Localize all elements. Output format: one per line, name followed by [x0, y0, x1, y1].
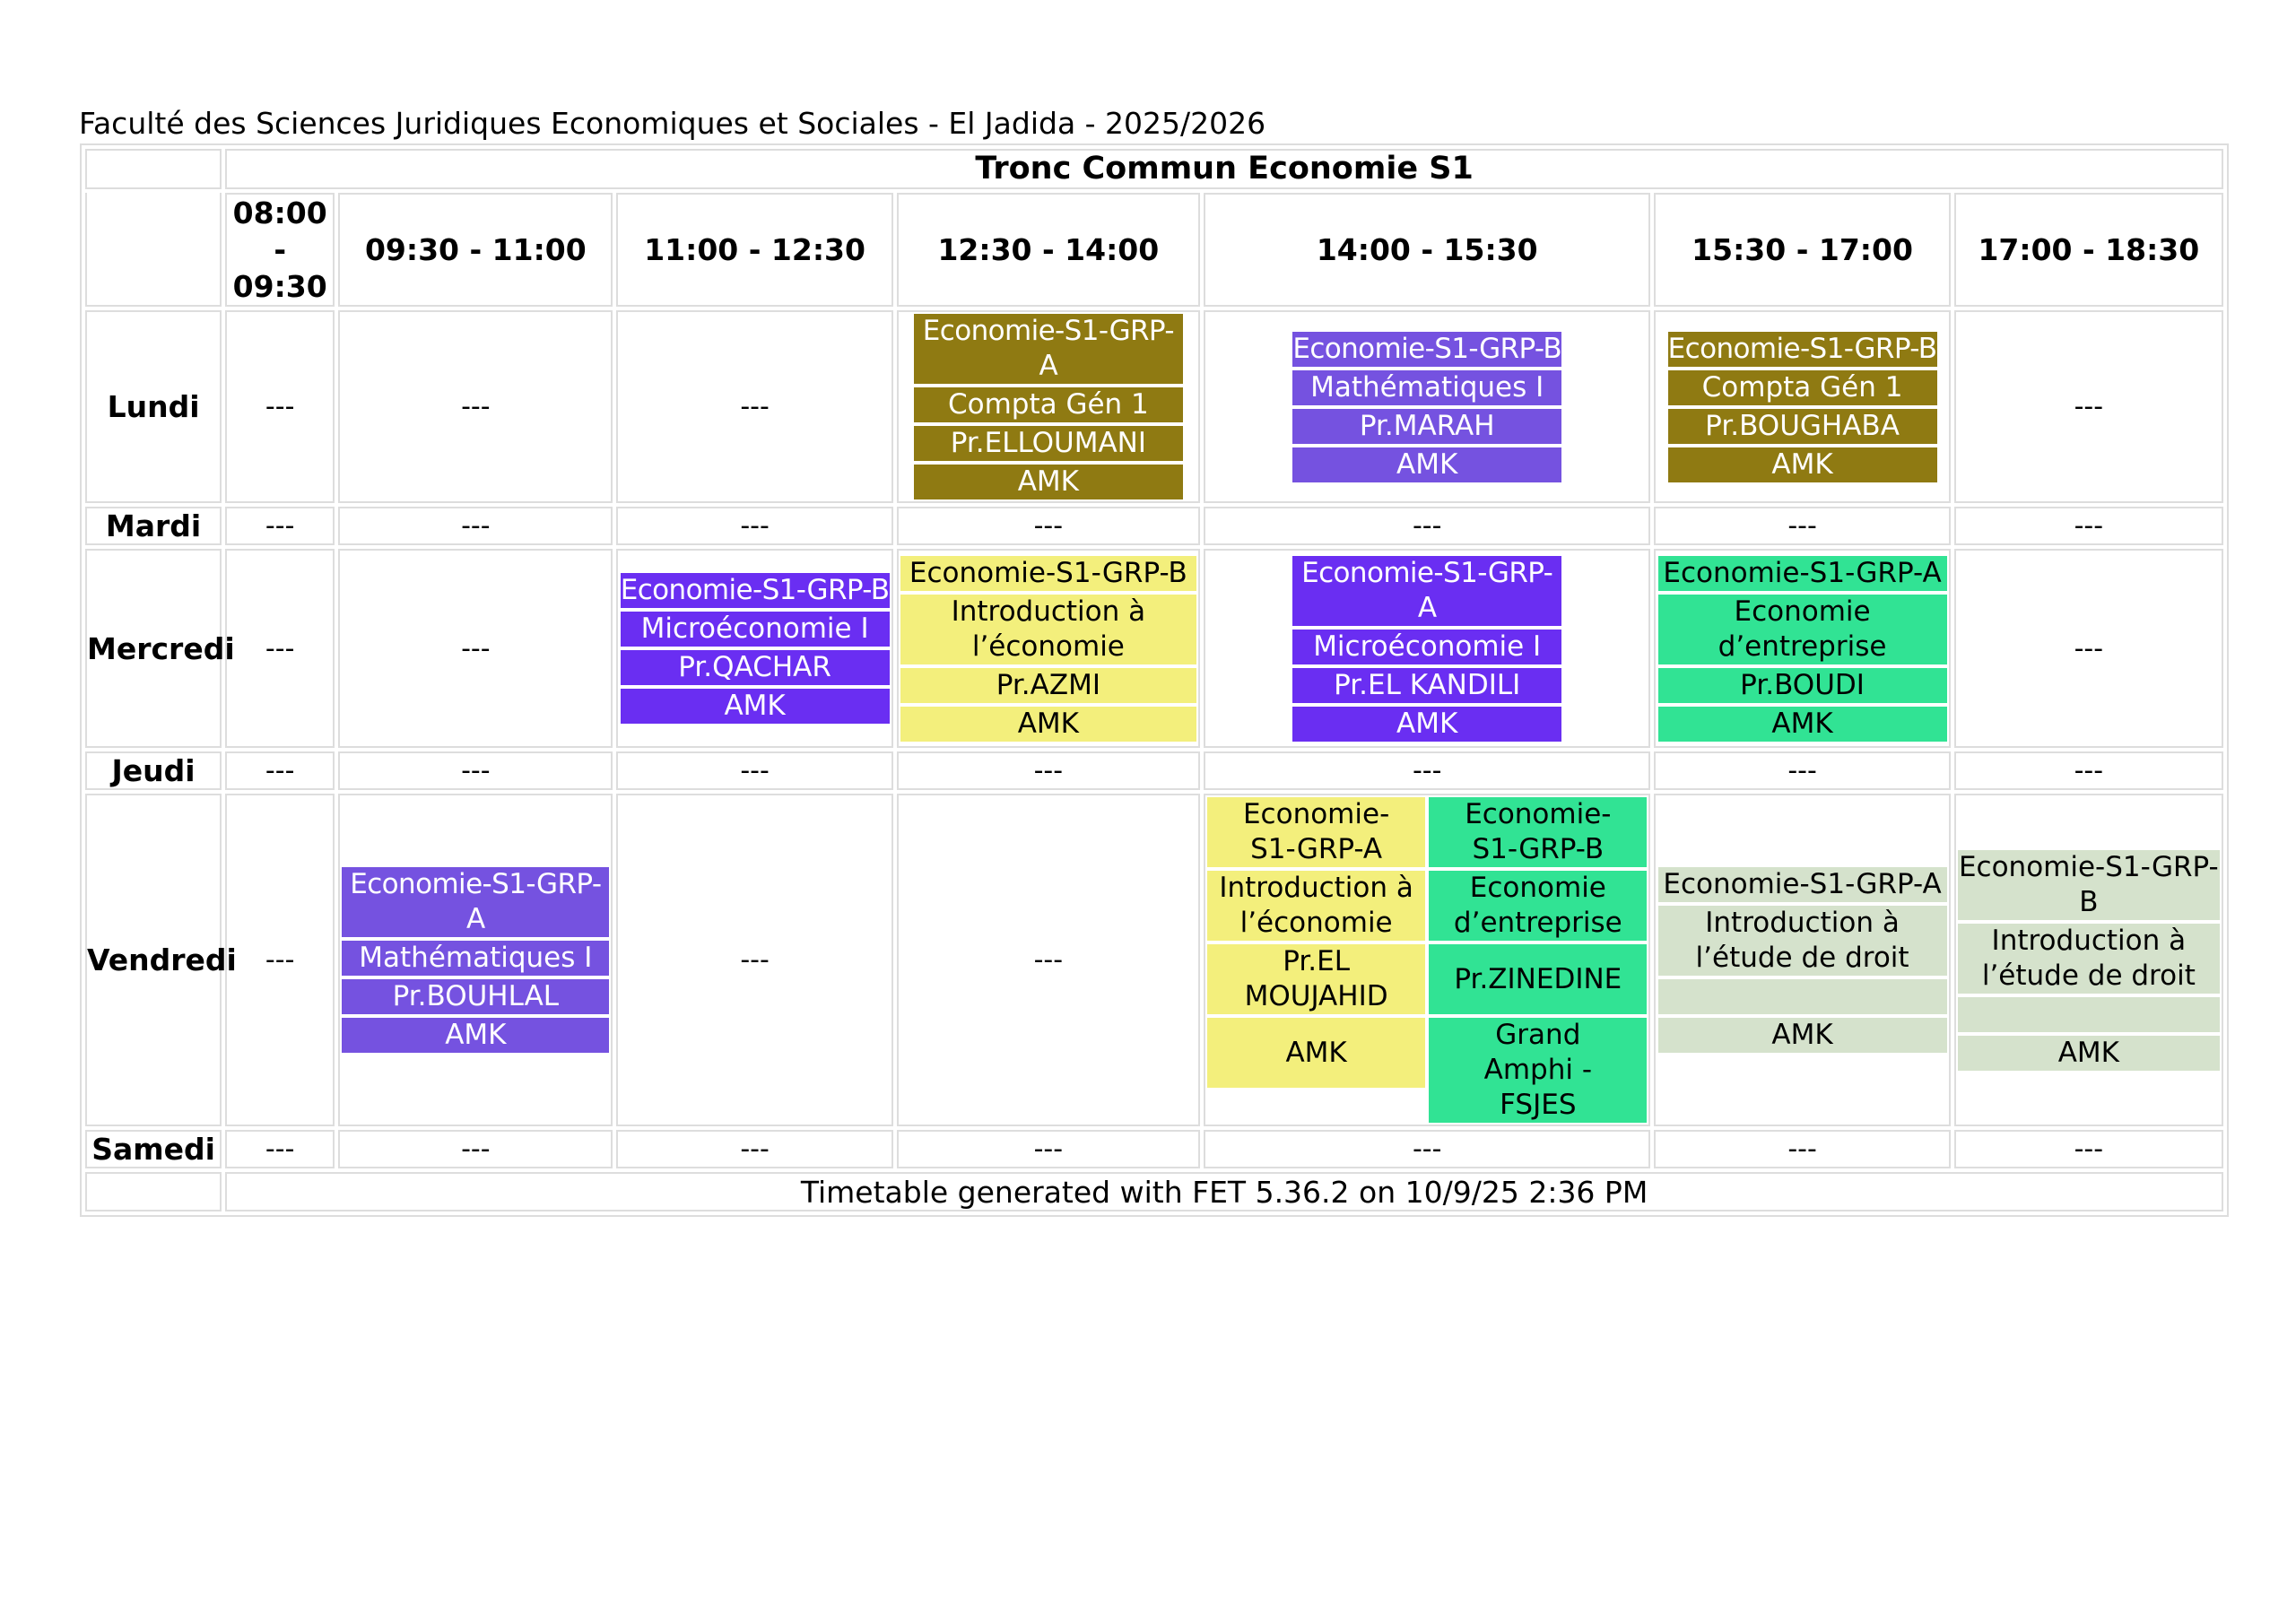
activity-group: Economie-S1-GRP-A	[1207, 797, 1425, 867]
empty-cell: ---	[897, 751, 1200, 790]
activity-teacher: Pr.BOUDI	[1658, 668, 1947, 703]
empty-cell: ---	[1954, 1130, 2223, 1168]
slot-header-2: 09:30 - 11:00	[338, 193, 613, 307]
slot-header-6: 15:30 - 17:00	[1654, 193, 1950, 307]
empty-cell: ---	[1954, 310, 2223, 503]
empty-cell: ---	[1654, 1130, 1950, 1168]
activity-cell	[1954, 794, 2223, 1126]
activity-room: AMK	[1958, 1036, 2220, 1071]
empty-cell: ---	[1654, 507, 1950, 545]
activity-group: Economie-S1-GRP-B	[1667, 332, 1937, 365]
row-mercredi	[85, 549, 2223, 748]
activity-subject: Compta Gén 1	[1668, 370, 1937, 405]
empty-cell: ---	[616, 751, 892, 790]
empty-cell: ---	[338, 310, 613, 503]
slot-header-1-start: 08:00	[232, 195, 327, 230]
empty-cell: ---	[1204, 1130, 1650, 1168]
empty-cell: ---	[1954, 751, 2223, 790]
activity-cell	[616, 549, 892, 748]
empty-cell: ---	[1954, 507, 2223, 545]
activity-room: AMK	[342, 1018, 609, 1053]
activity-room: AMK	[1207, 1018, 1425, 1088]
row-vendredi	[85, 794, 2223, 1126]
activity-teacher	[1958, 997, 2220, 1032]
empty-cell: ---	[225, 751, 335, 790]
activity-subject: Compta Gén 1	[914, 387, 1183, 422]
empty-cell: ---	[225, 1130, 335, 1168]
activity-cell	[897, 549, 1200, 748]
empty-cell: ---	[225, 310, 335, 503]
activity-group: Economie-S1-GRP-A	[914, 314, 1183, 384]
slot-header-4: 12:30 - 14:00	[897, 193, 1200, 307]
activity-teacher: Pr.BOUGHABA	[1668, 409, 1937, 444]
activity-teacher: Pr.MARAH	[1292, 409, 1561, 444]
activity-room: AMK	[1292, 707, 1561, 742]
empty-cell: ---	[338, 549, 613, 748]
activity-teacher: Pr.QACHAR	[621, 650, 890, 685]
day-label-mardi: Mardi	[85, 507, 222, 545]
day-label-samedi: Samedi	[85, 1130, 222, 1168]
activity-group: Economie-S1-GRP-B	[1429, 797, 1647, 867]
empty-cell: ---	[897, 507, 1200, 545]
activity-room: AMK	[1668, 447, 1937, 482]
activity-group: Economie-S1-GRP-B	[1292, 332, 1562, 365]
empty-cell: ---	[1954, 549, 2223, 748]
day-label-vendredi: Vendredi	[85, 794, 222, 1126]
activity-teacher	[1658, 979, 1947, 1014]
day-label-mercredi: Mercredi	[85, 549, 222, 748]
empty-cell: ---	[616, 310, 892, 503]
activity-subject: Economie d’entreprise	[1429, 871, 1647, 941]
empty-cell: ---	[616, 794, 892, 1126]
activity-subject: Economie d’entreprise	[1658, 595, 1947, 664]
activity-cell	[1654, 310, 1950, 503]
activity-cell	[1204, 310, 1650, 503]
row-mardi	[85, 507, 2223, 545]
activity-group: Economie-S1-GRP-B	[900, 556, 1196, 591]
activity-cell	[1654, 549, 1950, 748]
activity-room: AMK	[900, 707, 1196, 742]
activity-group: Economie-S1-GRP-A	[1292, 556, 1561, 626]
activity-group: Economie-S1-GRP-B	[1958, 850, 2219, 918]
slot-header-1	[225, 193, 335, 307]
activity-cell	[338, 794, 613, 1126]
slot-header-1-end: 09:30	[232, 269, 327, 304]
slot-header-3: 11:00 - 12:30	[616, 193, 892, 307]
activity-room: AMK	[914, 465, 1183, 499]
empty-cell: ---	[1654, 751, 1950, 790]
empty-cell: ---	[225, 794, 335, 1126]
activity-cell	[1204, 794, 1650, 1126]
activity-subject: Microéconomie I	[1292, 630, 1561, 664]
activity-subject: Mathématiques I	[1292, 370, 1561, 405]
activity-subject: Introduction à l’économie	[1207, 871, 1425, 941]
row-footer	[85, 1172, 2223, 1211]
slot-header-5: 14:00 - 15:30	[1204, 193, 1650, 307]
row-jeudi	[85, 751, 2223, 790]
activity-teacher: Pr.ZINEDINE	[1429, 944, 1647, 1014]
empty-cell: ---	[616, 1130, 892, 1168]
row-samedi	[85, 1130, 2223, 1168]
empty-cell: ---	[616, 507, 892, 545]
slot-header-7: 17:00 - 18:30	[1954, 193, 2223, 307]
activity-subject: Microéconomie I	[621, 612, 890, 647]
activity-cell	[897, 310, 1200, 503]
slot-header-1-sep: -	[274, 232, 287, 267]
day-label-lundi: Lundi	[85, 310, 222, 503]
activity-subject: Mathématiques I	[342, 941, 609, 976]
empty-cell: ---	[225, 507, 335, 545]
activity-subject: Introduction à l’économie	[900, 595, 1196, 664]
document-title: Faculté des Sciences Juridiques Economiques et Sociales - El Jadida - 2025/2026	[79, 106, 1266, 141]
day-label-jeudi: Jeudi	[85, 751, 222, 790]
empty-cell: ---	[338, 1130, 613, 1168]
corner-cell	[85, 193, 222, 307]
activity-room: Grand Amphi - FSJES	[1429, 1018, 1647, 1123]
activity-teacher: Pr.AZMI	[900, 668, 1196, 703]
activity-room: AMK	[1292, 447, 1561, 482]
activity-group: Economie-S1-GRP-A	[342, 867, 609, 937]
activity-teacher: Pr.EL KANDILI	[1292, 668, 1561, 703]
activity-room: AMK	[1658, 707, 1947, 742]
activity-teacher: Pr.ELLOUMANI	[914, 426, 1183, 461]
empty-cell: ---	[897, 1130, 1200, 1168]
activity-teacher: Pr.BOUHLAL	[342, 979, 609, 1014]
activity-room: AMK	[1658, 1018, 1947, 1053]
activity-group: Economie-S1-GRP-A	[1658, 867, 1947, 902]
activity-subject: Introduction à l’étude de droit	[1658, 906, 1947, 976]
activity-cell	[1204, 549, 1650, 748]
activity-cell	[1654, 794, 1950, 1126]
activity-teacher: Pr.EL MOUJAHID	[1207, 944, 1425, 1014]
empty-cell: ---	[1204, 507, 1650, 545]
row-lundi	[85, 310, 2223, 503]
activity-room: AMK	[621, 689, 890, 724]
generator-footer: Timetable generated with FET 5.36.2 on 10/9/25 2:36 PM	[225, 1172, 2223, 1211]
footer-corner-cell	[85, 1172, 222, 1211]
corner-cell	[85, 149, 222, 189]
activity-group: Economie-S1-GRP-A	[1658, 556, 1947, 591]
empty-cell: ---	[897, 794, 1200, 1126]
empty-cell: ---	[225, 549, 335, 748]
activity-group: Economie-S1-GRP-B	[620, 574, 890, 606]
empty-cell: ---	[338, 751, 613, 790]
activity-subject: Introduction à l’étude de droit	[1958, 924, 2220, 994]
timetable	[80, 143, 2229, 1217]
timetable-title: Tronc Commun Economie S1	[225, 149, 2223, 189]
empty-cell: ---	[1204, 751, 1650, 790]
empty-cell: ---	[338, 507, 613, 545]
